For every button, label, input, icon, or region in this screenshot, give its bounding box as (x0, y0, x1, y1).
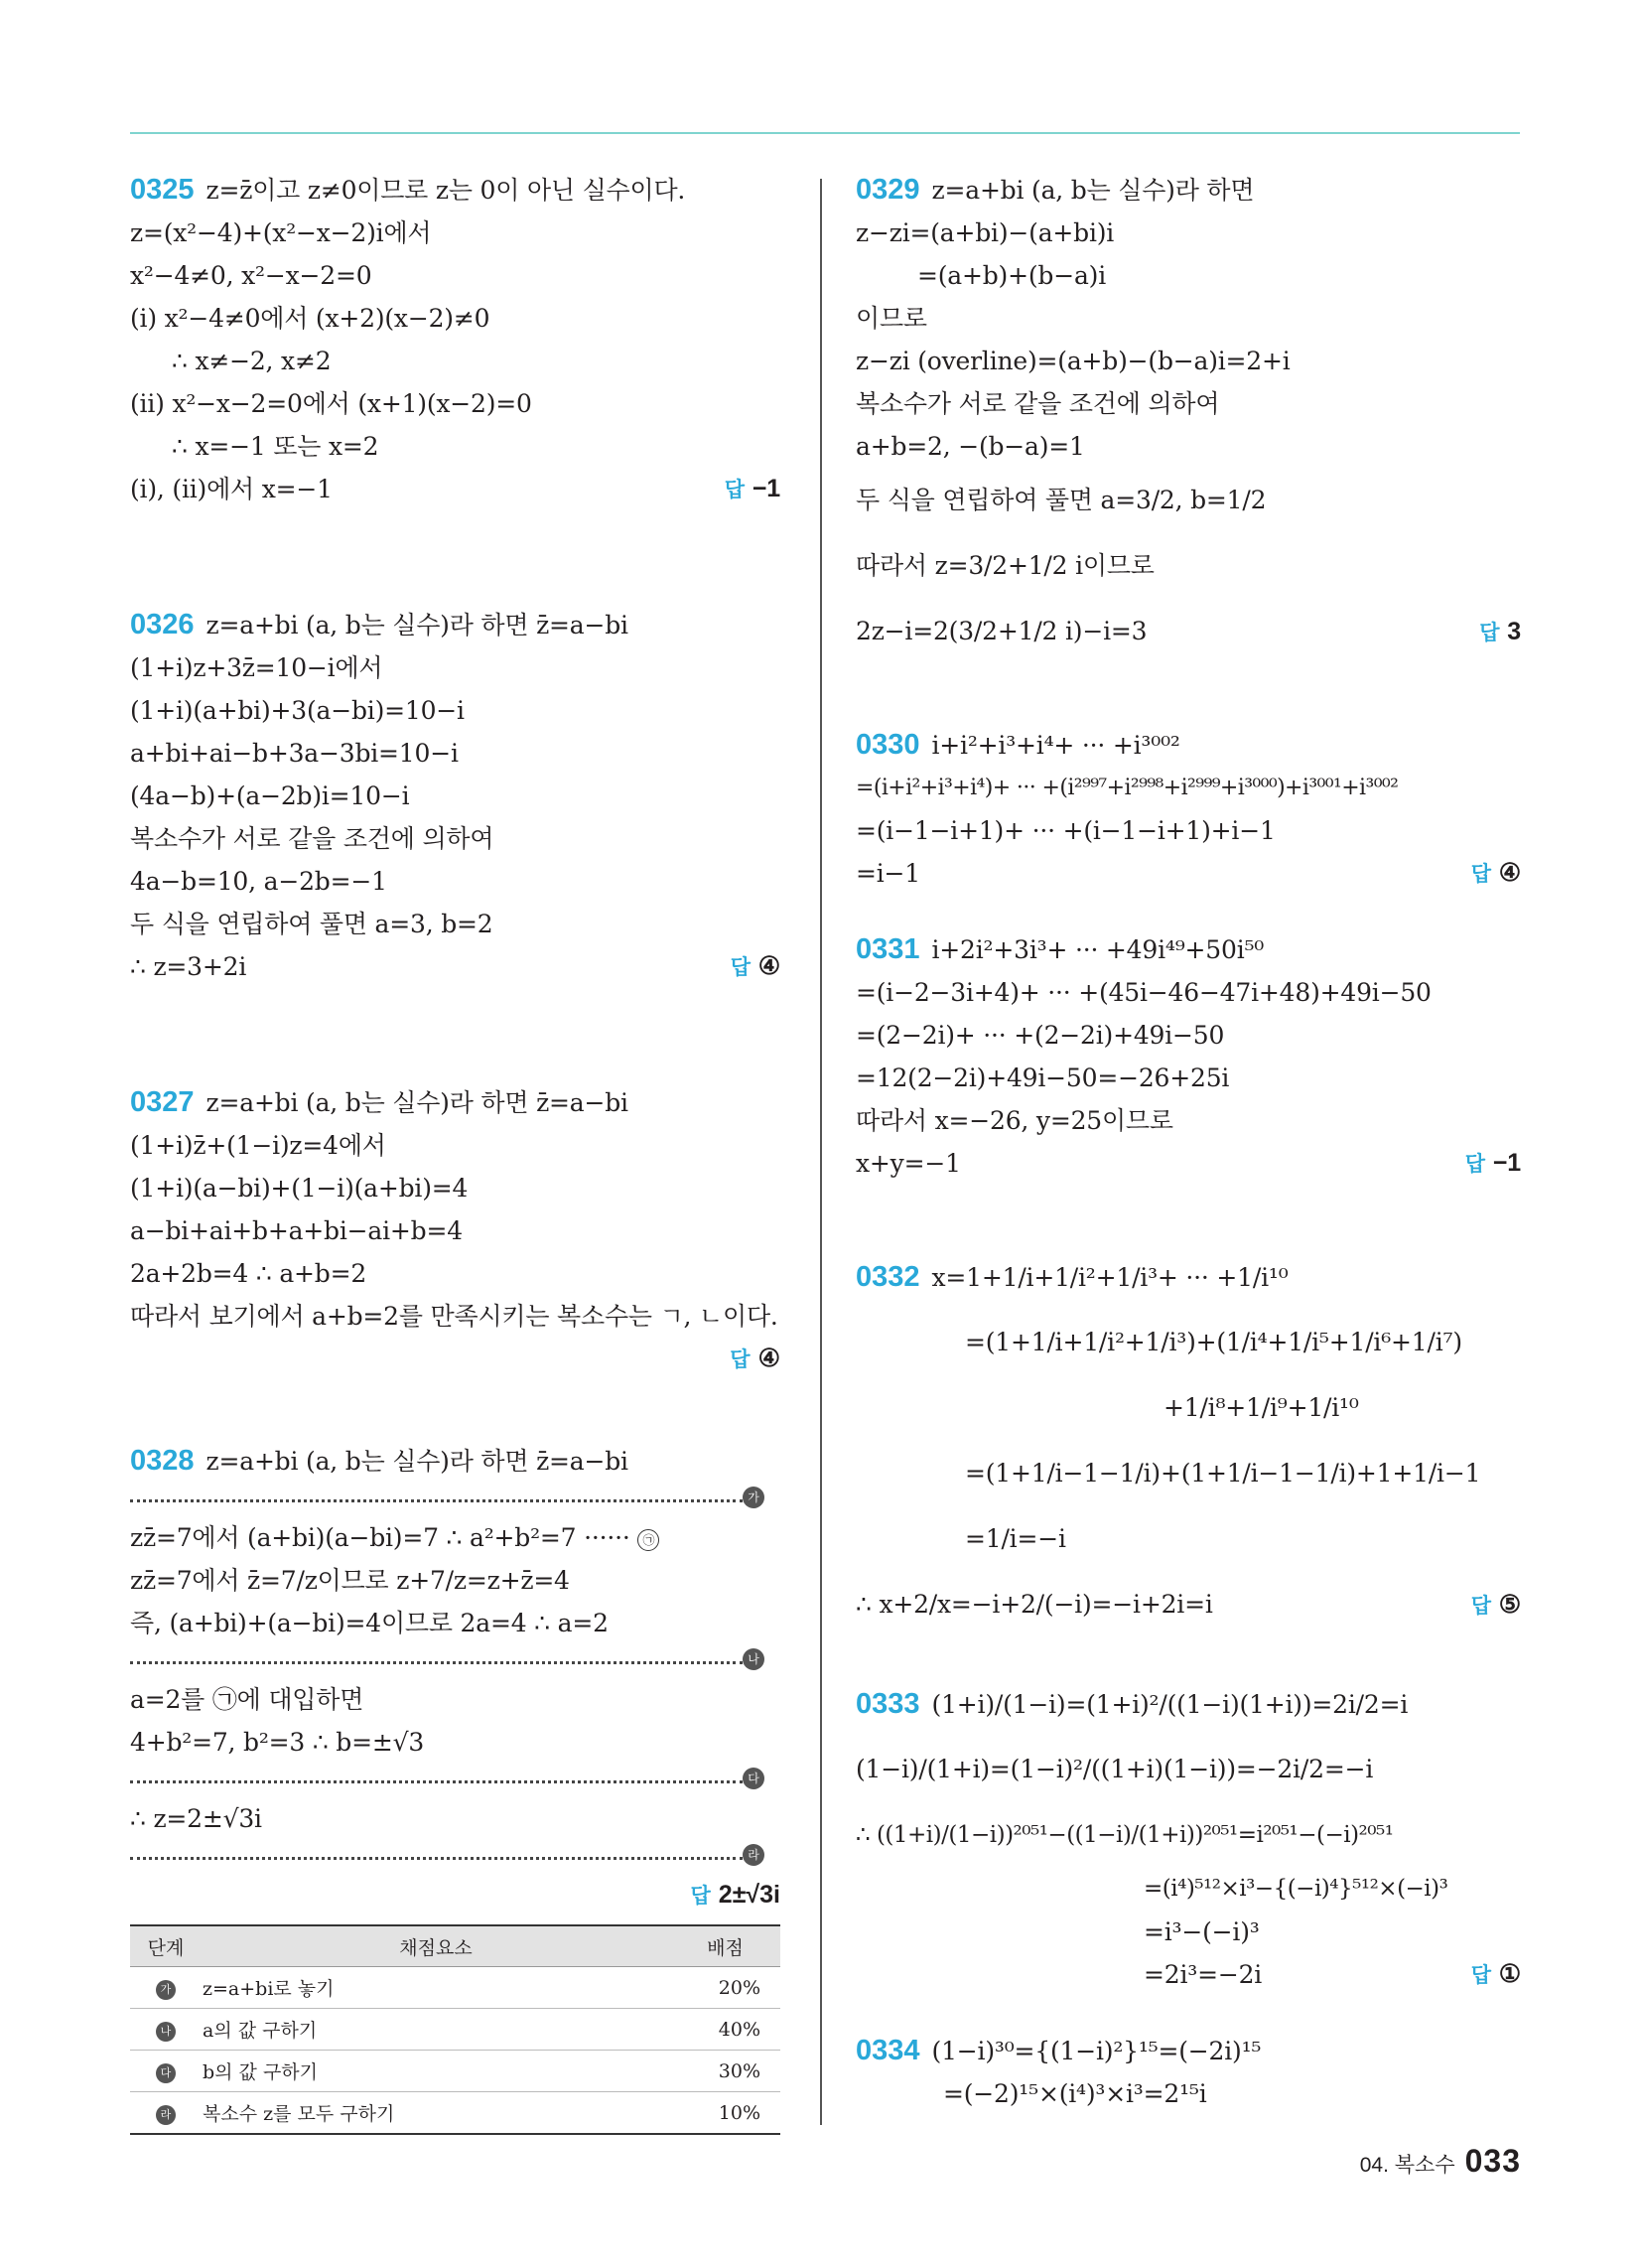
step-marker: 가 (743, 1487, 764, 1508)
answer-label: 답 (1470, 1964, 1491, 1987)
solution-line: x²−4≠0, x²−x−2=0 (130, 261, 372, 290)
solution-line: 따라서 z=3/2+1/2 i이므로 (856, 551, 1155, 580)
answer-value: ④ (1498, 859, 1521, 887)
solution-line: =(1+1/i+1/i²+1/i³)+(1/i⁴+1/i⁵+1/i⁶+1/i⁷) (965, 1328, 1462, 1356)
solution-line: (i), (ii)에서 x=−1 (130, 475, 333, 503)
step-marker: 라 (156, 2105, 176, 2125)
solution-line: ∴ x≠−2, x≠2 (172, 347, 332, 375)
problem-number: 0334 (856, 2035, 920, 2066)
answer-label: 답 (730, 956, 751, 979)
solution-line: a−bi+ai+b+a+bi−ai+b=4 (130, 1216, 463, 1245)
solution-line: =(2−2i)+ ··· +(2−2i)+49i−50 (856, 1021, 1225, 1050)
answer (731, 945, 780, 989)
solution-line: 따라서 x=−26, y=25이므로 (856, 1106, 1173, 1135)
solution-line: (i) x²−4≠0에서 (x+2)(x−2)≠0 (130, 304, 490, 333)
problem-0329 (856, 169, 1521, 664)
step-marker: 나 (743, 1648, 764, 1670)
solution-line: 복소수가 서로 같을 조건에 의하여 (130, 824, 494, 853)
answer-label: 답 (730, 1348, 751, 1371)
step-marker: 나 (156, 2022, 176, 2042)
solution-line: a=2를 ㉠에 대입하면 (130, 1685, 364, 1714)
solution-line: x+y=−1 (856, 1149, 961, 1178)
step-divider (130, 1644, 760, 1678)
step-divider (130, 1764, 760, 1797)
solution-line: (1+i)(a−bi)+(1−i)(a+bi)=4 (130, 1174, 469, 1203)
solution-line: zz̄=7에서 z̄=7/z이므로 z+7/z=z+z̄=4 (130, 1566, 570, 1595)
solution-line: z=a+bi (a, b는 실수)라 하면 z̄=a−bi (205, 611, 628, 639)
solution-line: a+bi+ai−b+3a−3bi=10−i (130, 739, 459, 768)
solution-line: 즉, (a+bi)+(a−bi)=4이므로 2a=4 ∴ a=2 (130, 1609, 609, 1637)
solution-line: z−zi=(a+bi)−(a+bi)i (856, 218, 1115, 247)
solution-line: z=a+bi (a, b는 실수)라 하면 z̄=a−bi (205, 1447, 628, 1476)
table-cell: 복소수 z를 모두 구하기 (202, 2092, 670, 2135)
solution-line: 따라서 보기에서 a+b=2를 만족시키는 복소수는 ㄱ, ㄴ이다. (130, 1302, 778, 1331)
answer-value: ④ (757, 1345, 780, 1372)
solution-line: 4a−b=10, a−2b=−1 (130, 867, 387, 896)
step-marker: 가 (156, 1980, 176, 2000)
table-row (130, 2009, 780, 2051)
table-cell: z=a+bi로 놓기 (202, 1967, 670, 2009)
answer (130, 1874, 780, 1916)
solution-line: =1/i=−i (965, 1524, 1066, 1553)
right-column (856, 169, 1521, 2115)
table-cell: a의 값 구하기 (202, 2009, 670, 2051)
chapter-title: 04. 복소수 (1359, 2154, 1455, 2177)
solution-line: 2z−i=2(3/2+1/2 i)−i=3 (856, 617, 1148, 645)
solution-line: (4a−b)+(a−2b)i=10−i (130, 781, 410, 810)
solution-line: 2a+2b=4 ∴ a+b=2 (130, 1259, 367, 1288)
solution-line: =(i−1−i+1)+ ··· +(i−1−i+1)+i−1 (856, 816, 1276, 845)
solution-line: =i³−(−i)³ (1144, 1917, 1260, 1946)
answer (1471, 1572, 1521, 1639)
answer-value: ④ (757, 952, 780, 980)
answer-label: 답 (724, 479, 745, 501)
step-marker: 다 (156, 2063, 176, 2083)
answer-value: ⑤ (1498, 1591, 1521, 1619)
solution-line: z=(x²−4)+(x²−x−2)i에서 (130, 218, 432, 247)
solution-line: z−zi (overline)=(a+b)−(b−a)i=2+i (856, 347, 1291, 375)
solution-line: (1+i)/(1−i)=(1+i)²/((1−i)(1+i))=2i/2=i (931, 1690, 1409, 1719)
table-cell: b의 값 구하기 (202, 2051, 670, 2092)
table-cell: 30% (670, 2051, 780, 2092)
solution-line: z=z̄이고 z≠0이므로 z는 0이 아닌 실수이다. (205, 176, 686, 205)
problem-number: 0333 (856, 1688, 920, 1720)
step-divider (130, 1840, 760, 1874)
top-rule (130, 132, 1520, 134)
answer-label: 답 (1464, 1153, 1485, 1176)
scoring-table (130, 1924, 780, 2135)
solution-line: 이므로 (856, 304, 927, 333)
problem-0328 (130, 1440, 780, 2135)
answer-value: −1 (752, 475, 780, 502)
problem-number: 0328 (130, 1445, 195, 1477)
solution-line: a+b=2, −(b−a)=1 (856, 432, 1085, 461)
problem-number: 0331 (856, 933, 920, 965)
problem-0330 (856, 724, 1521, 895)
solution-line: =2i³=−2i (1144, 1960, 1263, 1989)
table-cell: 40% (670, 2009, 780, 2051)
solution-line: =(−2)¹⁵×(i⁴)³×i³=2¹⁵i (943, 2079, 1207, 2108)
page-footer (1360, 2143, 1521, 2180)
problem-number: 0332 (856, 1261, 920, 1293)
solution-line: 두 식을 연립하여 풀면 a=3/2, b=1/2 (856, 486, 1267, 514)
solution-line: =(i+i²+i³+i⁴)+ ··· +(i²⁹⁹⁷+i²⁹⁹⁸+i²⁹⁹⁹+i³⁰⁰⁰)+i³⁰⁰¹+i³⁰⁰² (856, 776, 1399, 800)
solution-line: (1+i)z̄+(1−i)z=4에서 (130, 1131, 386, 1160)
table-row (130, 2051, 780, 2092)
answer-label: 답 (690, 1885, 711, 1908)
column-divider (820, 179, 822, 2125)
solution-line: (1−i)/(1+i)=(1−i)²/((1+i)(1−i))=−2i/2=−i (856, 1755, 1374, 1783)
solution-line: z=a+bi (a, b는 실수)라 하면 (931, 176, 1255, 205)
solution-line: zz̄=7에서 (a+bi)(a−bi)=7 ∴ a²+b²=7 ······ (130, 1523, 630, 1552)
answer (130, 1338, 780, 1380)
solution-line: (1−i)³⁰={(1−i)²}¹⁵=(−2i)¹⁵ (931, 2037, 1262, 2065)
step-marker: 다 (743, 1768, 764, 1789)
answer-value: −1 (1492, 1149, 1521, 1177)
table-header: 배점 (670, 1925, 780, 1967)
step-marker: 라 (743, 1844, 764, 1866)
solution-line: 4+b²=7, b²=3 ∴ b=±√3 (130, 1728, 425, 1757)
answer-label: 답 (1470, 863, 1491, 886)
problem-0334 (856, 2030, 1521, 2115)
table-header: 단계 (130, 1925, 202, 1967)
problem-0326 (130, 604, 780, 988)
solution-line: (ii) x²−x−2=0에서 (x+1)(x−2)=0 (130, 389, 532, 418)
circle-label: ㉠ (637, 1529, 659, 1551)
step-divider (130, 1483, 760, 1516)
table-cell: 10% (670, 2092, 780, 2135)
answer (1471, 1953, 1521, 1997)
problem-number: 0330 (856, 729, 920, 761)
solution-line: i+i²+i³+i⁴+ ··· +i³⁰⁰² (931, 731, 1180, 760)
solution-line: x=1+1/i+1/i²+1/i³+ ··· +1/i¹⁰ (931, 1263, 1289, 1292)
solution-line: ∴ ((1+i)/(1−i))²⁰⁵¹−((1−i)/(1+i))²⁰⁵¹=i²⁰⁵¹−(−i)²⁰⁵¹ (856, 1822, 1394, 1848)
problem-number: 0325 (130, 174, 195, 206)
problem-0332 (856, 1244, 1521, 1637)
table-header: 채점요소 (202, 1925, 670, 1967)
problem-0325 (130, 169, 780, 510)
solution-line: z=a+bi (a, b는 실수)라 하면 z̄=a−bi (205, 1088, 628, 1117)
problem-0333 (856, 1671, 1521, 1996)
answer-value: ① (1498, 1960, 1521, 1988)
problem-number: 0329 (856, 174, 920, 206)
problem-number: 0327 (130, 1086, 195, 1118)
table-cell: 20% (670, 1967, 780, 2009)
problem-number: 0326 (130, 609, 195, 640)
solution-line: 복소수가 서로 같을 조건에 의하여 (856, 389, 1220, 418)
solution-line: ∴ z=2±√3i (130, 1804, 262, 1833)
problem-0331 (856, 928, 1521, 1185)
answer (1479, 599, 1521, 666)
table-row (130, 1967, 780, 2009)
solution-line: =(i⁴)⁵¹²×i³−{(−i)⁴}⁵¹²×(−i)³ (1144, 1876, 1448, 1902)
answer (1471, 852, 1521, 896)
table-row (130, 2092, 780, 2135)
answer-value: 3 (1507, 618, 1521, 645)
page-number: 033 (1464, 2143, 1521, 2179)
left-column (130, 169, 780, 2135)
answer-value: 2±√3i (718, 1881, 780, 1909)
solution-line: (1+i)(a+bi)+3(a−bi)=10−i (130, 696, 465, 725)
answer-label: 답 (1479, 622, 1500, 644)
solution-line: i+2i²+3i³+ ··· +49i⁴⁹+50i⁵⁰ (931, 935, 1265, 964)
solution-line: (1+i)z+3z̄=10−i에서 (130, 653, 383, 682)
solution-line: =12(2−2i)+49i−50=−26+25i (856, 1063, 1230, 1092)
solution-line: =(a+b)+(b−a)i (917, 261, 1107, 290)
solution-line: +1/i⁸+1/i⁹+1/i¹⁰ (1163, 1393, 1359, 1422)
solution-line: ∴ x=−1 또는 x=2 (172, 432, 379, 461)
solution-line: =i−1 (856, 859, 920, 888)
answer (725, 468, 780, 511)
solution-line: =(i−2−3i+4)+ ··· +(45i−46−47i+48)+49i−50 (856, 978, 1432, 1007)
solution-line: ∴ x+2/x=−i+2/(−i)=−i+2i=i (856, 1590, 1213, 1619)
answer-label: 답 (1470, 1595, 1491, 1618)
answer (1465, 1142, 1521, 1186)
solution-line: =(1+1/i−1−1/i)+(1+1/i−1−1/i)+1+1/i−1 (965, 1459, 1481, 1488)
solution-line: ∴ z=3+2i (130, 952, 247, 981)
solution-line: 두 식을 연립하여 풀면 a=3, b=2 (130, 910, 493, 938)
problem-0327 (130, 1081, 780, 1380)
